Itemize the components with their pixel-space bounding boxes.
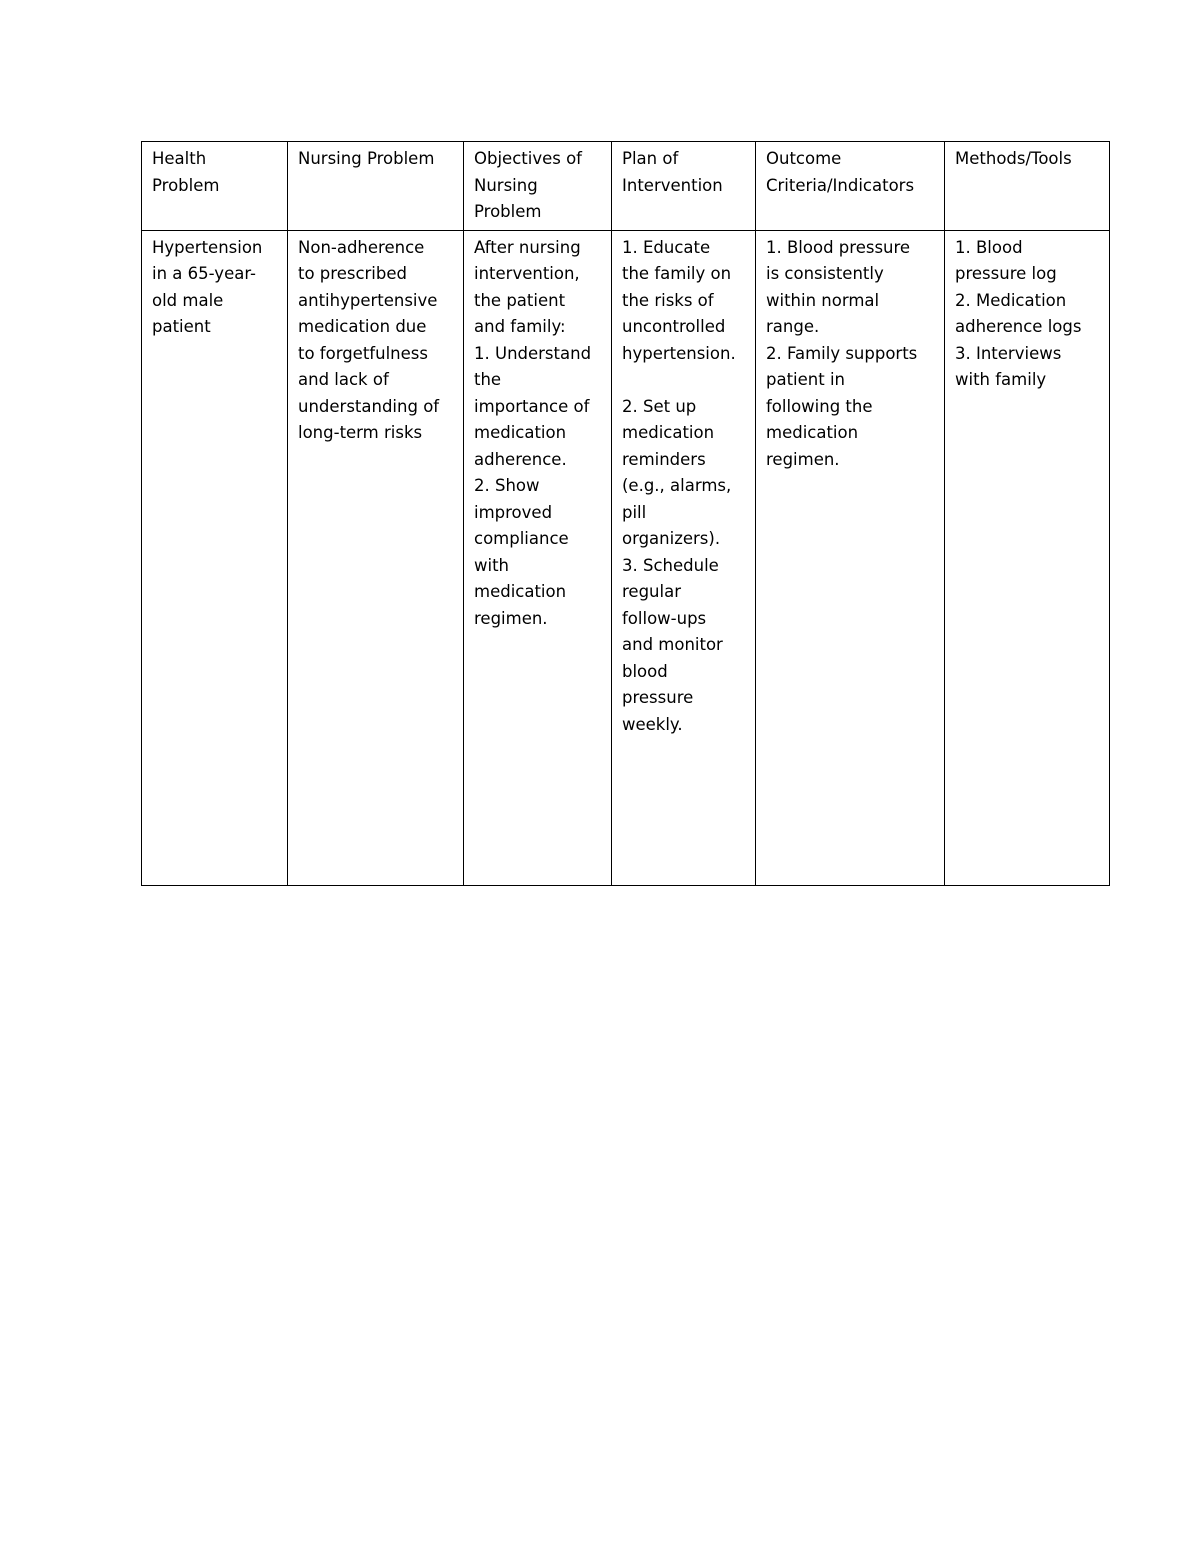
cell-text-line: regular (622, 582, 681, 601)
cell-text-line: Health (152, 149, 207, 168)
cell-text-line: Objectives of (474, 149, 582, 168)
cell-text-line: 2. Set up (622, 396, 697, 416)
header-health-problem (142, 142, 288, 231)
header-outcome-criteria (756, 142, 945, 231)
header-nursing-problem (288, 142, 464, 231)
cell-text-line: range. (766, 317, 820, 336)
cell-text-line: 3. Schedule (622, 555, 719, 575)
cell-text-line: long-term risks (298, 423, 423, 442)
cell-text-line: the patient (474, 290, 566, 310)
cell-text-line: improved (474, 502, 553, 522)
cell-text-line: old male (152, 290, 224, 310)
cell-text-line: Criteria/Indicators (766, 175, 915, 195)
cell-text-line: intervention, (474, 264, 580, 283)
header-methods-tools (945, 142, 1110, 231)
cell-text-line: with (474, 555, 510, 575)
cell-text-line: blood (622, 661, 668, 681)
cell-text-line: following the (766, 396, 873, 416)
cell-text-line: with family (955, 370, 1047, 389)
cell-text-line: and family: (474, 317, 566, 336)
cell-text-line: importance of (474, 396, 590, 416)
cell-text-line: Problem (474, 202, 542, 221)
cell-text-line: Problem (152, 175, 220, 195)
cell-text-line: medication due (298, 317, 427, 336)
cell-text-line: regimen. (474, 608, 548, 628)
cell-text-line: patient (152, 317, 211, 336)
cell-text-line: antihypertensive (298, 290, 438, 310)
cell-text-line: weekly. (622, 714, 683, 734)
cell-text-line: medication (766, 423, 859, 442)
cell-text-line: 1. Educate (622, 237, 711, 257)
cell-text-line: Nursing (474, 175, 538, 195)
cell-text-line: medication (474, 582, 567, 601)
cell-text-line: organizers). (622, 529, 721, 548)
cell-text-line: uncontrolled (622, 317, 726, 336)
cell-text-line: 2. Family supports (766, 343, 918, 363)
cell-text-line: pressure (622, 688, 694, 707)
cell-text-line: patient in (766, 370, 846, 389)
cell-text-line: regimen. (766, 449, 840, 469)
cell-text-line: and lack of (298, 370, 389, 389)
nursing-care-plan-table (141, 141, 1110, 886)
table-row (142, 230, 1110, 885)
cell-text-line: reminders (622, 449, 706, 469)
cell-text-line: the family on (622, 264, 732, 283)
cell-text-line: and monitor (622, 635, 723, 654)
header-objectives (464, 142, 612, 231)
cell-text-line: is consistently (766, 264, 884, 283)
cell-text-line: Hypertension (152, 237, 263, 257)
cell-text-line: hypertension. (622, 343, 736, 363)
cell-text-line: adherence. (474, 449, 567, 469)
table-header-row (142, 142, 1110, 231)
cell-text-line: Nursing Problem (298, 149, 435, 168)
cell-health-problem (142, 230, 288, 885)
cell-plan-of-intervention (612, 230, 756, 885)
cell-text-line: Intervention (622, 175, 723, 195)
cell-text-line: medication (474, 423, 567, 442)
cell-text-line: (e.g., alarms, (622, 476, 732, 495)
cell-text-line: pill (622, 502, 647, 522)
cell-text-line: pressure log (955, 264, 1057, 283)
cell-objectives (464, 230, 612, 885)
cell-text-line: 1. Understand (474, 343, 592, 363)
cell-nursing-problem (288, 230, 464, 885)
cell-text-line: the (474, 370, 502, 389)
cell-text-line: Non-adherence (298, 237, 425, 257)
cell-text-line: to forgetfulness (298, 343, 428, 363)
header-plan-of-intervention (612, 142, 756, 231)
blank-line (622, 367, 749, 394)
cell-text-line: 1. Blood pressure (766, 237, 911, 257)
cell-text-line: 2. Medication (955, 290, 1067, 310)
cell-text-line: the risks of (622, 290, 714, 310)
cell-text-line: Outcome (766, 149, 842, 168)
cell-text-line: 1. Blood (955, 237, 1023, 257)
cell-text-line: compliance (474, 529, 569, 548)
cell-text-line: medication (622, 423, 715, 442)
cell-outcome-criteria (756, 230, 945, 885)
cell-text-line: understanding of (298, 396, 440, 416)
cell-text-line: 3. Interviews (955, 343, 1062, 363)
cell-text-line: adherence logs (955, 317, 1082, 336)
cell-text-line: Methods/Tools (955, 149, 1072, 168)
cell-text-line: to prescribed (298, 264, 407, 283)
cell-text-line: After nursing (474, 237, 581, 257)
cell-text-line: within normal (766, 290, 880, 310)
cell-methods-tools (945, 230, 1110, 885)
cell-text-line: 2. Show (474, 476, 540, 495)
cell-text-line: in a 65-year- (152, 264, 257, 283)
cell-text-line: Plan of (622, 149, 679, 168)
cell-text-line: follow-ups (622, 608, 707, 628)
